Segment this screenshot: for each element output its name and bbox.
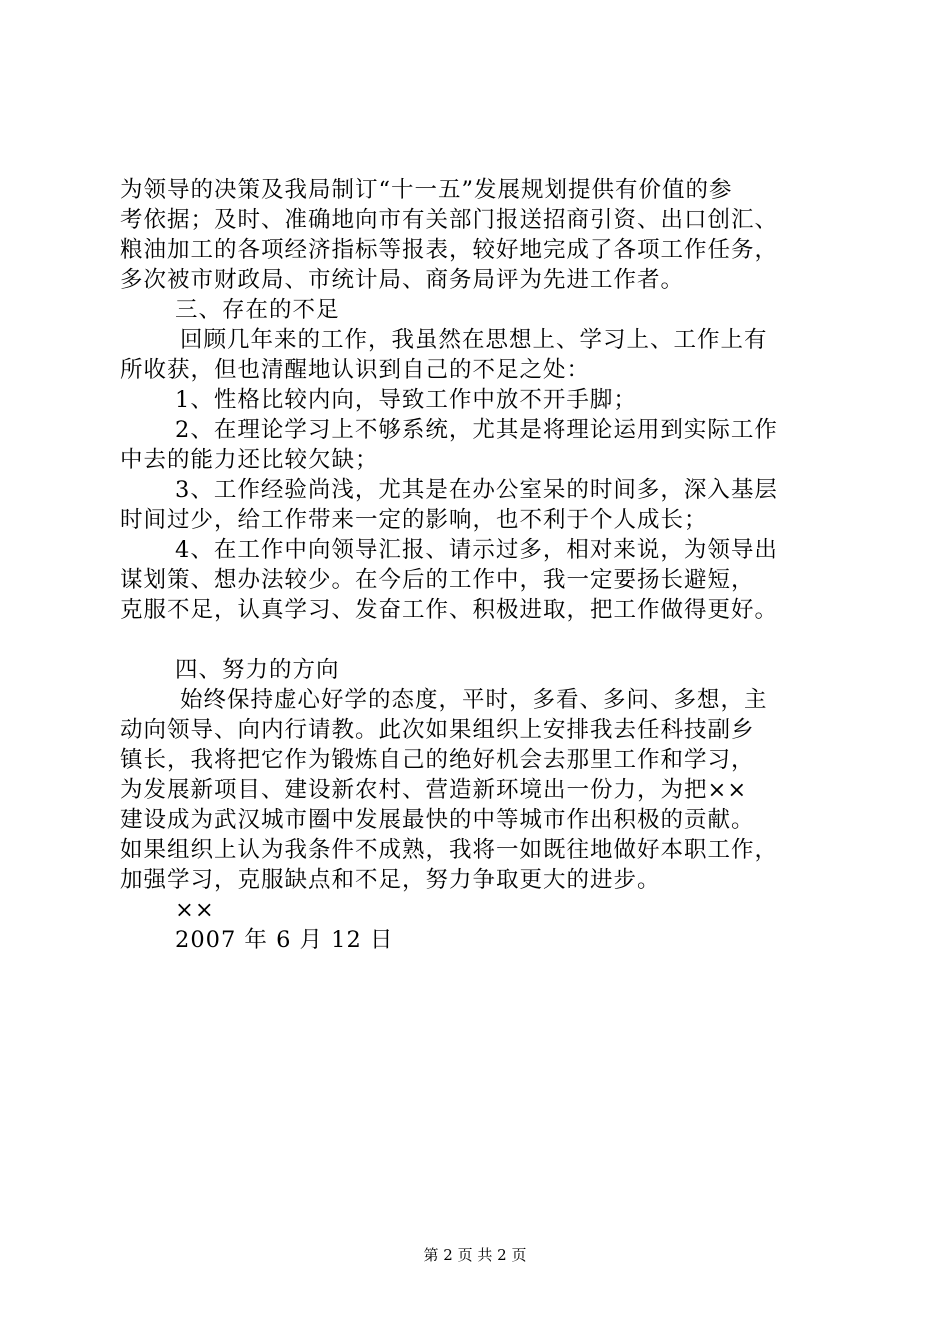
paragraph-line: 多次被市财政局、市统计局、商务局评为先进工作者。: [120, 267, 685, 293]
page-footer: [0, 1244, 950, 1266]
paragraph-line: 克服不足，认真学习、发奋工作、积极进取，把工作做得更好。: [120, 597, 779, 623]
list-item: 4、在工作中向领导汇报、请示过多，相对来说，为领导出: [175, 537, 778, 563]
paragraph-line: 加强学习，克服缺点和不足，努力争取更大的进步。: [120, 867, 661, 893]
paragraph-line: 始终保持虚心好学的态度，平时，多看、多问、多想，主: [180, 687, 768, 713]
paragraph-line: 考依据；及时、准确地向市有关部门报送招商引资、出口创汇、: [120, 207, 779, 233]
paragraph-line: 粮油加工的各项经济指标等报表，较好地完成了各项工作任务，: [120, 237, 779, 263]
paragraph-line: 建设成为武汉城市圈中发展最快的中等城市作出积极的贡献。: [120, 807, 755, 833]
list-item: 1、性格比较内向，导致工作中放不开手脚；: [175, 387, 637, 413]
section-heading: 四、努力的方向: [175, 657, 340, 683]
paragraph-line: 中去的能力还比较欠缺；: [120, 447, 379, 473]
paragraph-line: 为领导的决策及我局制订“十一五”发展规划提供有价值的参: [120, 177, 733, 203]
paragraph-line: 时间过少，给工作带来一定的影响，也不利于个人成长；: [120, 507, 708, 533]
paragraph-line: 动向领导、向内行请教。此次如果组织上安排我去任科技副乡: [120, 717, 755, 743]
paragraph-line: 如果组织上认为我条件不成熟，我将一如既往地做好本职工作，: [120, 837, 779, 863]
section-heading: 三、存在的不足: [175, 297, 340, 323]
page-indicator: 第 2 页 共 2 页: [423, 1246, 527, 1264]
paragraph-line: 回顾几年来的工作，我虽然在思想上、学习上、工作上有: [180, 327, 768, 353]
signature-name: ××: [175, 897, 215, 923]
paragraph-line: 所收获，但也清醒地认识到自己的不足之处：: [120, 357, 591, 383]
document-body: [120, 175, 840, 955]
paragraph-line: 镇长，我将把它作为锻炼自己的绝好机会去那里工作和学习，: [120, 747, 755, 773]
list-item: 2、在理论学习上不够系统，尤其是将理论运用到实际工作: [175, 417, 778, 443]
paragraph-line: 为发展新项目、建设新农村、营造新环境出一份力，为把××: [120, 777, 748, 803]
list-item: 3、工作经验尚浅，尤其是在办公室呆的时间多，深入基层: [175, 477, 778, 503]
paragraph-line: 谋划策、想办法较少。在今后的工作中，我一定要扬长避短，: [120, 567, 755, 593]
signature-date: 2007 年 6 月 12 日: [175, 927, 394, 953]
blank-line: [120, 625, 840, 655]
